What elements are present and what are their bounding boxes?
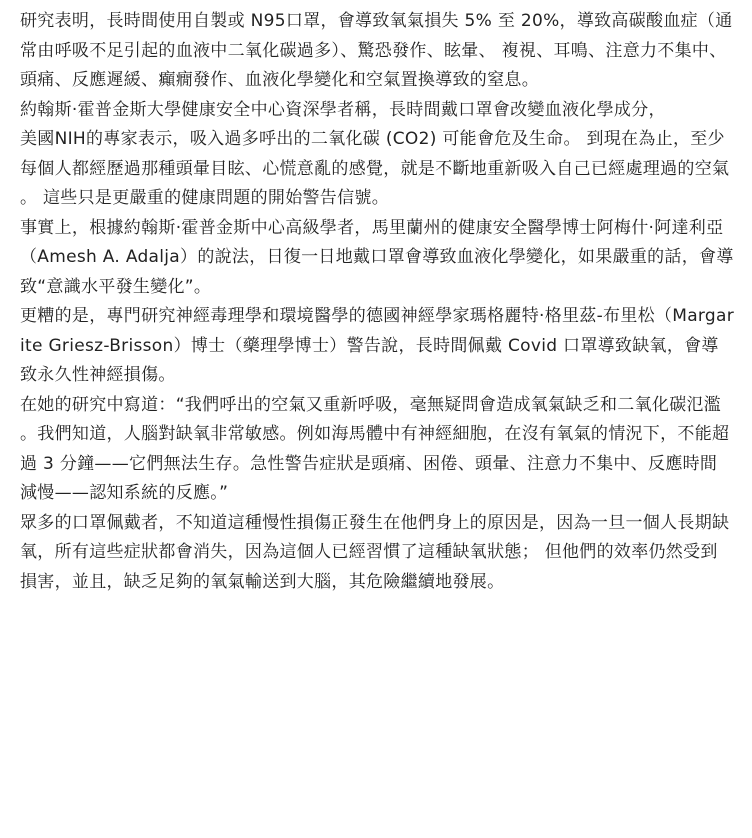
paragraph-chronic-damage: 眾多的口罩佩戴者，不知道這種慢性損傷正發生在他們身上的原因是，因為一旦一個人長期缺氧，所有這些症狀都會消失，因為這個人已經習慣了這種缺氧狀態； 但他們的效率仍然受到損害，並且，缺乏足夠的氧氣輸送到大腦，其危險繼續地發展。 bbox=[20, 512, 730, 592]
paragraph-johns-hopkins-scholar: 約翰斯·霍普金斯大學健康安全中心資深學者稱，長時間戴口罩會改變血液化學成分， bbox=[20, 99, 666, 120]
paragraph-adalja-statement: 事實上，根據約翰斯·霍普金斯中心高級學者，馬里蘭州的健康安全醫學博士阿梅什·阿達利亞（Amesh A. Adalja）的說法，日復一日地戴口罩會導致血液化學變化，如果嚴重的話，會導致“意識水平發生變化”。 bbox=[20, 217, 734, 297]
paragraph-nih-expert: 美國NIH的專家表示，吸入過多呼出的二氧化碳 (CO2) 可能會危及生命。 到現在為止，至少每個人都經歷過那種頭暈目眩、心慌意亂的感覺，就是不斷地重新吸入自己已經處理過的空氣。 這些只是更嚴重的健康問題的開始警告信號。 bbox=[20, 129, 730, 208]
paragraph-research-quote: 在她的研究中寫道：“我們呼出的空氣又重新呼吸，毫無疑問會造成氧氣缺乏和二氧化碳氾濫。我們知道，人腦對缺氧非常敏感。例如海馬體中有神經細胞，在沒有氧氣的情況下，不能超過 3 分鐘——它們無法生存。急性警告症狀是頭痛、困倦、頭暈、注意力不集中、反應時間減慢——認知系統的反應。” bbox=[20, 394, 730, 503]
paragraph-oxygen-loss-study: 研究表明，長時間使用自製或 N95口罩，會導致氧氣損失 5% 至 20%，導致高碳酸血症（通常由呼吸不足引起的血液中二氧化碳過多）、驚恐發作、眩暈、 複視、耳鳴、注意力不集中、頭痛、反應遲緩、癲癇發作、血液化學變化和空氣置換導致的窒息。 bbox=[20, 11, 733, 90]
paragraph-griesz-brisson-warning: 更糟的是，專門研究神經毒理學和環境醫學的德國神經學家瑪格麗特·格里茲-布里松（Margarite Griesz-Brisson）博士（藥理學博士）警告說，長時間佩戴 Covid 口罩導致缺氧，會導致永久性神經損傷。 bbox=[20, 306, 735, 385]
